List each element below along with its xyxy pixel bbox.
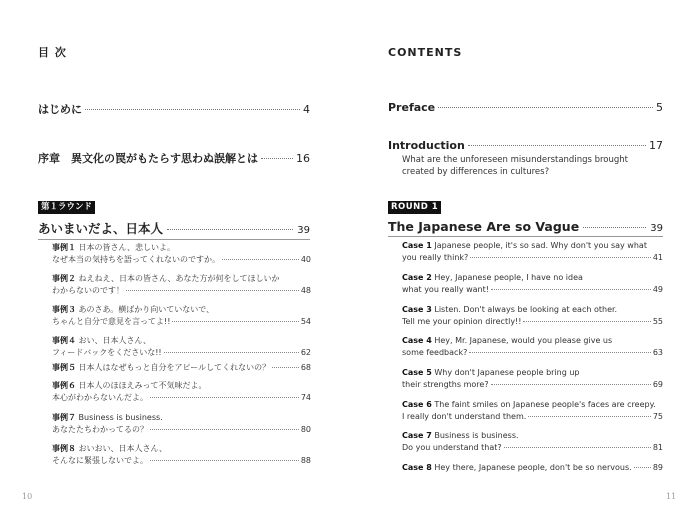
case-page: 81 xyxy=(652,443,663,452)
leader-dots xyxy=(504,447,651,448)
case-line1: The faint smiles on Japanese people's faces are creepy. xyxy=(434,400,656,409)
case-page: 49 xyxy=(652,285,663,294)
leader-dots xyxy=(164,352,299,353)
case-label: Case 6 xyxy=(402,400,432,409)
case-line1: Listen. Don't always be looking at each other. xyxy=(434,305,618,314)
leader-dots xyxy=(126,290,299,291)
case-label: Case 5 xyxy=(402,368,432,377)
case-line1: Business is business. xyxy=(434,431,519,440)
round-title-jp[interactable] xyxy=(38,219,310,237)
case-line2: Tell me your opinion directly!! xyxy=(402,317,522,326)
entry-page: 17 xyxy=(649,139,663,152)
case-page: 63 xyxy=(652,348,663,357)
case-jp-4[interactable] xyxy=(52,335,311,359)
round-page: 39 xyxy=(297,225,310,236)
right-page xyxy=(350,0,700,514)
page-number-right: 11 xyxy=(666,492,677,501)
round-badge-jp: 第１ラウンド xyxy=(38,201,95,214)
case-line2: some feedback? xyxy=(402,348,468,357)
case-line2: I really don't understand them. xyxy=(402,412,527,421)
case-line1: Japanese people, it's so sad. Why don't you say what xyxy=(434,241,647,250)
entry-title: 序章 異文化の罠がもたらす思わぬ誤解とは xyxy=(38,152,258,165)
case-line2: そんなに緊張しないでよ。 xyxy=(52,456,148,465)
case-page: 68 xyxy=(300,363,311,372)
entry-page: 5 xyxy=(656,101,663,114)
case-label: 事例１ xyxy=(52,243,76,252)
case-jp-5[interactable] xyxy=(52,362,311,374)
round-title-text: あいまいだよ、日本人 xyxy=(38,221,164,236)
case-line2: you really think? xyxy=(402,253,469,262)
case-page: 40 xyxy=(300,255,311,264)
case-page: 41 xyxy=(652,253,663,262)
round-page: 39 xyxy=(650,223,663,234)
case-jp-3[interactable] xyxy=(52,304,311,328)
case-label: Case 2 xyxy=(402,273,432,282)
toc-entry-introduction[interactable] xyxy=(388,139,663,152)
leader-dots xyxy=(222,259,299,260)
case-en-2[interactable] xyxy=(402,272,663,296)
case-line1: おい、日本人さん、 xyxy=(78,336,152,345)
case-page: 75 xyxy=(652,412,663,421)
case-en-5[interactable] xyxy=(402,367,663,391)
case-en-3[interactable] xyxy=(402,304,663,328)
leader-dots xyxy=(583,227,646,228)
case-jp-1[interactable] xyxy=(52,242,311,266)
entry-title: はじめに xyxy=(38,103,82,116)
case-en-7[interactable] xyxy=(402,430,663,454)
case-label: Case 1 xyxy=(402,241,432,250)
introduction-subtitle xyxy=(402,154,628,178)
case-line1: あのさあ。横ばかり向いていないで、 xyxy=(78,305,215,314)
case-line2: Do you understand that? xyxy=(402,443,502,452)
case-label: Case 4 xyxy=(402,336,432,345)
case-line1: Hey there, Japanese people, don't be so nervous. xyxy=(434,463,632,472)
toc-heading-jp: 目 次 xyxy=(38,46,67,59)
case-label: Case 8 xyxy=(402,463,432,472)
entry-title: Introduction xyxy=(388,139,465,152)
round-title-text: The Japanese Are so Vague xyxy=(388,219,580,234)
case-line2: なぜ本当の気持ちを語ってくれないのですか。 xyxy=(52,255,220,264)
case-line1: Business is business. xyxy=(78,413,163,422)
case-page: 88 xyxy=(300,456,311,465)
leader-dots xyxy=(438,107,653,108)
entry-title: Preface xyxy=(388,101,436,114)
case-line1: ねえねえ、日本の皆さん、あなた方が何をしてほしいか xyxy=(78,274,280,283)
case-line1: Hey, Japanese people, I have no idea xyxy=(434,273,583,282)
leader-dots xyxy=(528,416,651,417)
leader-dots xyxy=(523,321,650,322)
case-line2: what you really want! xyxy=(402,285,489,294)
case-en-1[interactable] xyxy=(402,240,663,264)
round-badge-en: ROUND 1 xyxy=(388,201,441,214)
case-page: 48 xyxy=(300,286,311,295)
case-page: 69 xyxy=(652,380,663,389)
case-en-8[interactable] xyxy=(402,462,663,474)
round-title-en[interactable] xyxy=(388,219,663,234)
case-line2: フィードバックをくださいな!! xyxy=(52,348,162,357)
leader-dots xyxy=(491,384,651,385)
toc-entry-hajimeni[interactable] xyxy=(38,101,310,117)
leader-dots xyxy=(85,109,300,110)
leader-dots xyxy=(469,352,650,353)
entry-page: 4 xyxy=(303,103,310,116)
leader-dots xyxy=(468,145,646,146)
leader-dots xyxy=(150,397,299,398)
case-page: 54 xyxy=(300,317,311,326)
leader-dots xyxy=(150,429,299,430)
toc-entry-preface[interactable] xyxy=(388,101,663,114)
case-line1: おいおい、日本人さん、 xyxy=(78,444,168,453)
leader-dots xyxy=(491,289,651,290)
case-en-4[interactable] xyxy=(402,335,663,359)
case-line1: Why don't Japanese people bring up xyxy=(434,368,580,377)
toc-entry-joshou[interactable] xyxy=(38,150,310,166)
leader-dots xyxy=(150,460,299,461)
case-line2: あなたたちわかってるの？ xyxy=(52,425,148,434)
case-line1: 日本の皆さん、悲しいよ。 xyxy=(78,243,176,252)
case-label: 事例８ xyxy=(52,444,76,453)
case-en-6[interactable] xyxy=(402,399,663,423)
case-page: 80 xyxy=(300,425,311,434)
case-label: 事例３ xyxy=(52,305,76,314)
case-label: 事例２ xyxy=(52,274,76,283)
leader-dots xyxy=(261,158,293,159)
toc-heading-en: CONTENTS xyxy=(388,46,463,59)
case-label: 事例７ xyxy=(52,413,76,422)
case-jp-6[interactable] xyxy=(52,380,311,404)
case-page: 74 xyxy=(300,393,311,402)
leader-dots xyxy=(470,257,651,258)
case-page: 89 xyxy=(652,463,663,472)
case-label: 事例４ xyxy=(52,336,76,345)
case-jp-7[interactable] xyxy=(52,412,311,436)
intro-sub-line1: What are the unforeseen misunderstandings brought xyxy=(402,155,629,165)
page-number-left: 10 xyxy=(22,492,33,501)
case-label: Case 3 xyxy=(402,305,432,314)
leader-dots xyxy=(272,367,299,368)
divider xyxy=(38,239,310,240)
case-line2: ちゃんと自分で意見を言ってよ!! xyxy=(52,317,171,326)
case-line1: Hey, Mr. Japanese, would you please give us xyxy=(434,336,613,345)
case-line2: their strengths more? xyxy=(402,380,489,389)
entry-page: 16 xyxy=(296,152,310,165)
divider xyxy=(388,236,663,237)
case-line1: 日本人のほほえみって不気味だよ。 xyxy=(78,381,207,390)
case-line2: わからないのです！ xyxy=(52,286,124,295)
leader-dots xyxy=(167,229,293,230)
leader-dots xyxy=(634,467,651,468)
case-jp-8[interactable] xyxy=(52,443,311,467)
case-page: 62 xyxy=(300,348,311,357)
case-label: 事例６ xyxy=(52,381,76,390)
intro-sub-line2: created by differences in cultures? xyxy=(402,167,550,177)
case-label: Case 7 xyxy=(402,431,432,440)
case-page: 55 xyxy=(652,317,663,326)
case-line1: 日本人はなぜもっと自分をアピールしてくれないの？ xyxy=(78,363,271,372)
case-jp-2[interactable] xyxy=(52,273,311,297)
case-label: 事例５ xyxy=(52,363,76,372)
case-line2: 本心がわからないんだよ。 xyxy=(52,393,148,402)
leader-dots xyxy=(172,321,298,322)
